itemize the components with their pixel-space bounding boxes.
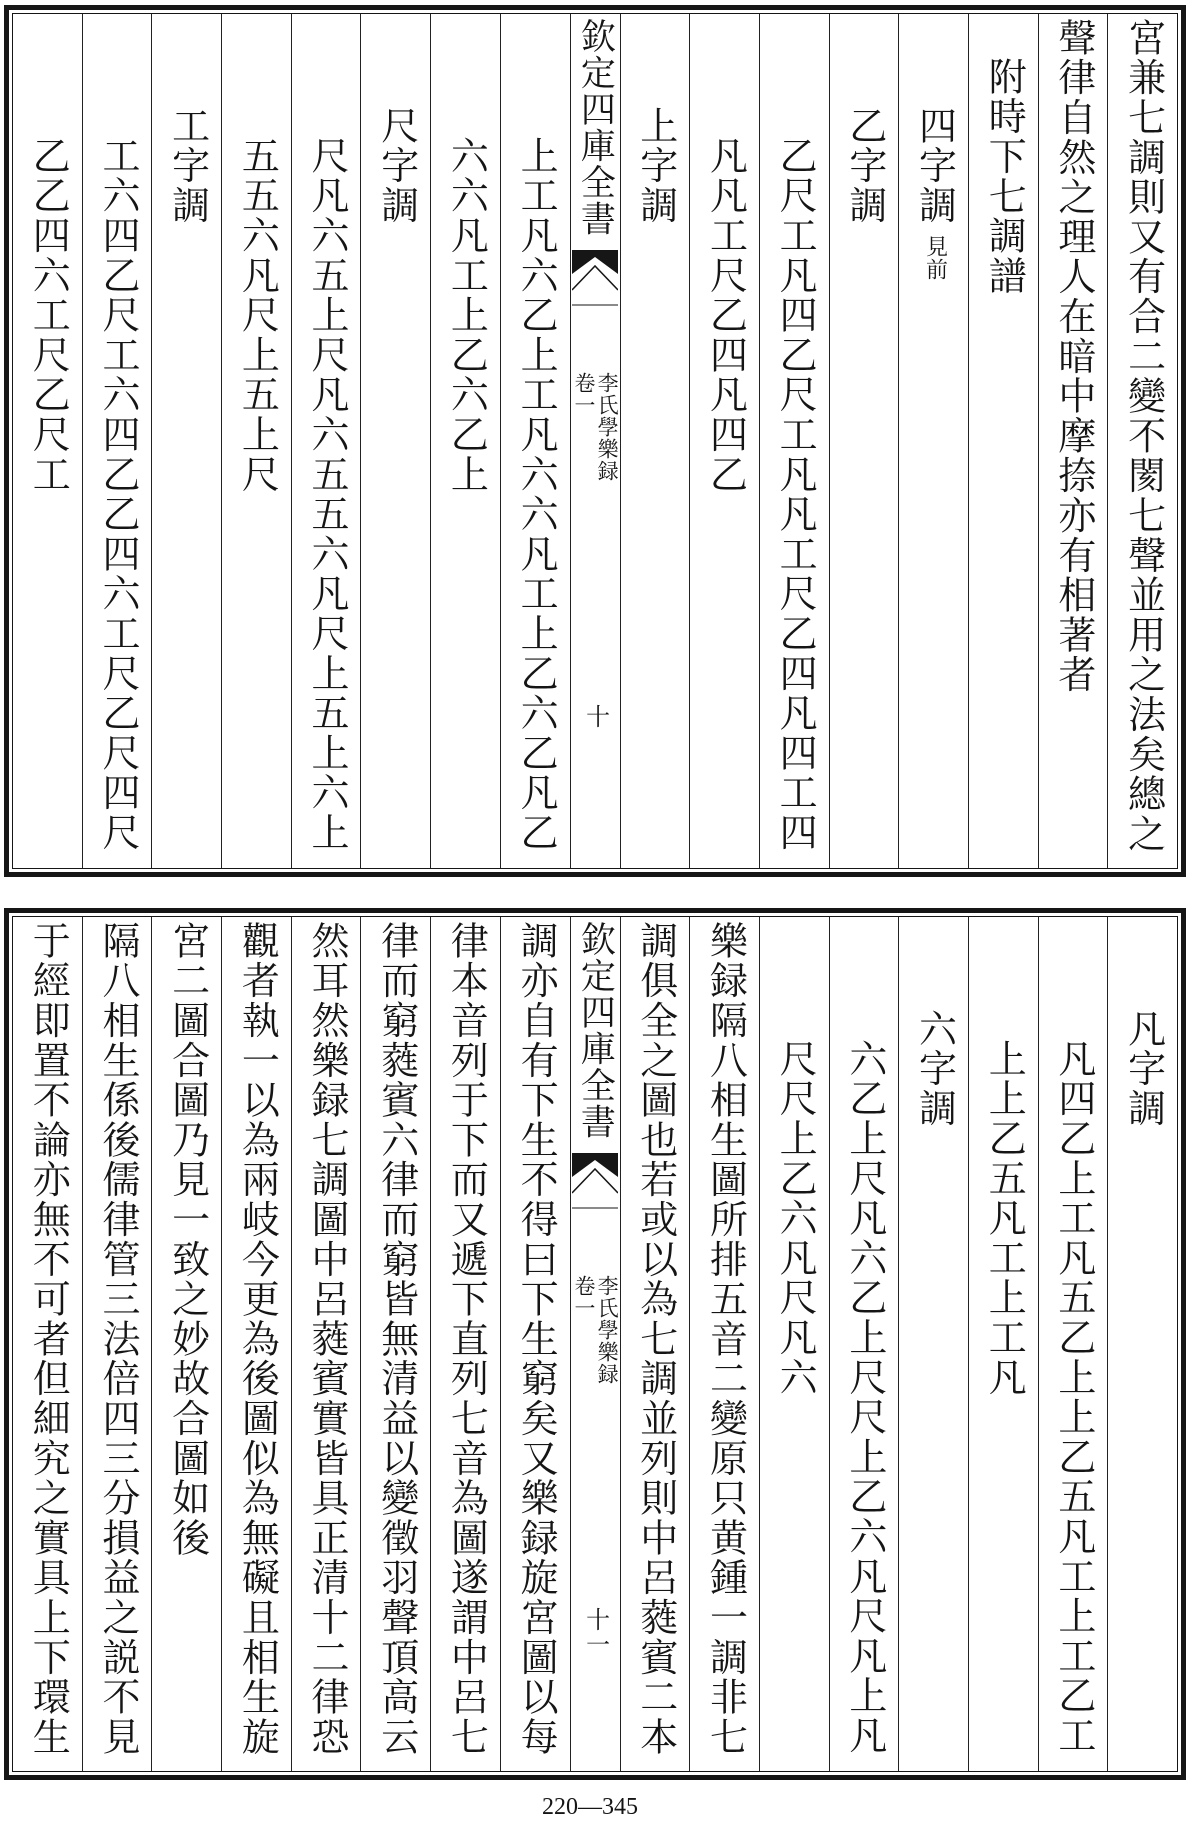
prose-column — [1038, 14, 1108, 868]
prose-column — [151, 917, 221, 1771]
notation-text: 六六凡工上乙六乙上 — [444, 136, 489, 495]
mode-heading-text: 尺字調 — [374, 106, 419, 226]
prose-column — [1107, 14, 1177, 868]
notation-column — [759, 917, 829, 1771]
column-text: 于經即置不論亦無不可者但細究之實具上下環生 — [26, 921, 71, 1757]
prose-column — [82, 917, 152, 1771]
notation-column — [82, 14, 152, 868]
notation-text: 五五六凡尺上五上尺 — [235, 136, 280, 495]
mode-heading-column — [898, 917, 968, 1771]
mode-heading-note: 見前 — [922, 235, 948, 282]
notation-column — [291, 14, 361, 868]
subheading-text: 附時下七調譜 — [982, 57, 1027, 296]
notation-column — [759, 14, 829, 868]
volume-label: 卷一 — [572, 372, 596, 416]
prose-column — [430, 917, 500, 1771]
mode-heading-column — [1107, 917, 1177, 1771]
book-title-block — [572, 372, 618, 482]
notation-column — [829, 917, 899, 1771]
mode-heading-column — [898, 14, 968, 868]
mode-heading-text: 上字調 — [633, 106, 678, 226]
column-text: 然耳然樂録七調圖中呂蕤賓實皆具正清十二律恐 — [305, 921, 350, 1757]
prose-column — [360, 917, 430, 1771]
column-text: 宮二圖合圖乃見一致之妙故合圖如後 — [165, 921, 210, 1558]
fold-column — [570, 14, 620, 868]
notation-column — [500, 14, 570, 868]
notation-text: 尺尺上乙六凡尺凡六 — [773, 1039, 818, 1398]
mode-heading-column — [829, 14, 899, 868]
mode-heading-column — [360, 14, 430, 868]
prose-column — [500, 917, 570, 1771]
notation-column — [968, 917, 1038, 1771]
notation-column — [689, 14, 759, 868]
notation-column — [13, 14, 82, 868]
mode-heading-text: 凡字調 — [1121, 1009, 1166, 1129]
top-page-panel — [4, 5, 1186, 877]
notation-text: 上上乙五凡工上工凡 — [982, 1039, 1027, 1398]
column-text: 律本音列于下而又遞下直列七音為圖遂謂中呂七 — [444, 921, 489, 1757]
mode-heading-text: 六字調 — [912, 1009, 957, 1129]
prose-column — [291, 917, 361, 1771]
notation-text: 凡凡工尺乙四凡四乙 — [703, 136, 748, 495]
column-text: 觀者執一以為兩岐今更為後圖似為無礙且相生旋 — [235, 921, 280, 1757]
fishtail-mark-icon — [572, 1153, 618, 1209]
column-text: 隔八相生係後儒律管三法倍四三分損益之説不見 — [95, 921, 140, 1757]
book-title: 李氏學樂録 — [595, 1275, 620, 1385]
bottom-page-columns — [13, 917, 1177, 1771]
book-title: 李氏學樂録 — [595, 372, 620, 482]
page-number: 十 — [581, 704, 610, 729]
prose-column — [13, 917, 82, 1771]
page-code: 220—345 — [542, 1794, 638, 1820]
mode-heading-text: 四字調 — [912, 106, 957, 226]
notation-text: 凡四乙上工凡五乙上上乙五凡工上工乙工 — [1051, 1039, 1096, 1756]
collection-title: 欽定四庫全書 — [575, 921, 616, 1140]
notation-text: 尺凡六五上尺凡六五五六凡尺上五上六上 — [305, 136, 350, 853]
column-text: 樂録隔八相生圖所排五音二變原只黄鍾一調非七 — [703, 921, 748, 1757]
fold-column — [570, 917, 620, 1771]
fishtail-mark-icon — [572, 250, 618, 306]
column-text: 調亦自有下生不得曰下生窮矣又樂録旋宮圖以每 — [514, 921, 559, 1757]
mode-heading-column — [620, 14, 690, 868]
bottom-page-panel — [4, 908, 1186, 1780]
notation-column — [1038, 917, 1108, 1771]
mode-heading-block — [912, 106, 957, 282]
page-number: 十一 — [581, 1607, 610, 1657]
book-title-block — [572, 1275, 618, 1385]
column-text: 律而窮蕤賓六律而窮皆無清益以變徵羽聲頂高云 — [374, 921, 419, 1757]
collection-title: 欽定四庫全書 — [575, 18, 616, 237]
notation-text: 乙尺工凡四乙尺工凡凡工尺乙四凡四工四 — [773, 136, 818, 853]
notation-column — [221, 14, 291, 868]
column-text: 調俱全之圖也若或以為七調並列則中呂蕤賓二本 — [633, 921, 678, 1757]
column-text: 宮兼七調則又有合二變不閡七聲並用之法矣總之 — [1121, 18, 1166, 854]
column-text: 聲律自然之理人在暗中摩捺亦有相著者 — [1051, 18, 1096, 695]
mode-heading-text: 工字調 — [165, 106, 210, 226]
notation-column — [430, 14, 500, 868]
top-page-columns — [13, 14, 1177, 868]
notation-text: 上工凡六乙上工凡六六凡工上乙六乙凡乙 — [514, 136, 559, 853]
subheading-column — [968, 14, 1038, 868]
mode-heading-text: 乙字調 — [842, 106, 887, 226]
notation-text: 乙乙四六工尺乙尺工 — [26, 136, 71, 495]
mode-heading-column — [151, 14, 221, 868]
prose-column — [620, 917, 690, 1771]
prose-column — [689, 917, 759, 1771]
notation-text: 工六四乙尺工六四乙乙四六工尺乙尺四尺 — [95, 136, 140, 853]
prose-column — [221, 917, 291, 1771]
notation-text: 六乙上尺凡六乙上尺尺上乙六凡尺凡上凡 — [842, 1039, 887, 1756]
volume-label: 卷一 — [572, 1275, 596, 1319]
top-page-frame — [12, 13, 1178, 869]
bottom-page-frame — [12, 916, 1178, 1772]
